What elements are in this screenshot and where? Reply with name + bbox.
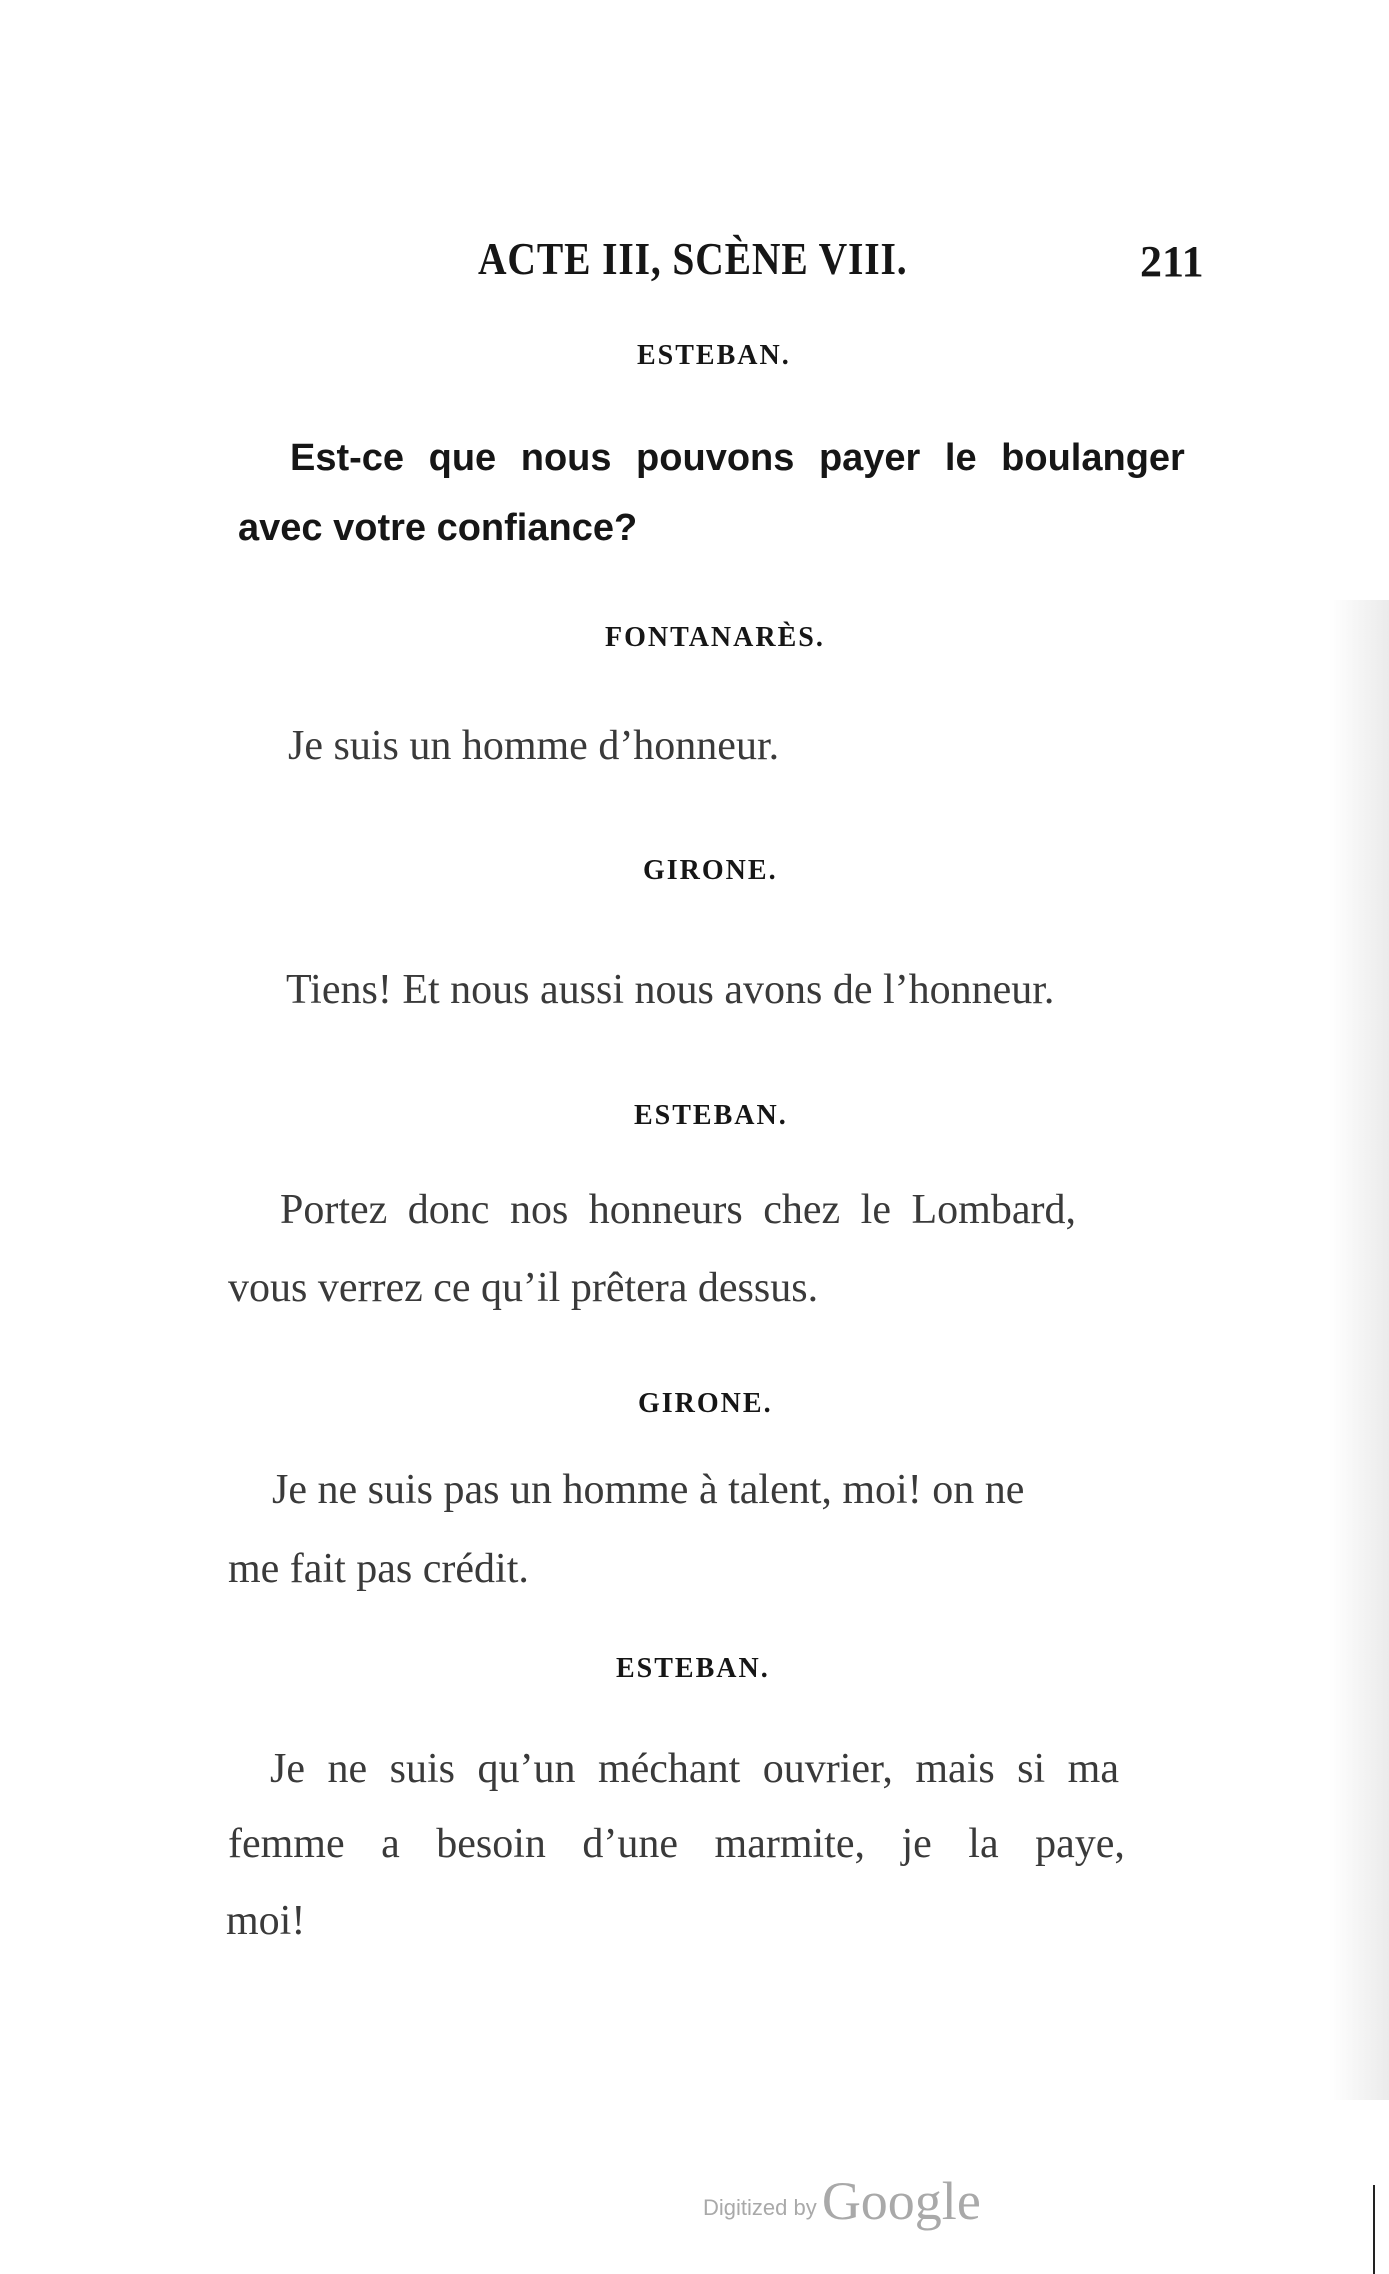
speech-line: moi! — [226, 1898, 306, 1944]
speech-line: Je ne suis qu’un méchant ouvrier, mais si ma — [270, 1746, 1119, 1792]
speaker-name: ESTEBAN. — [634, 1100, 788, 1131]
google-logo: Google — [821, 2171, 981, 2231]
speech-line: me fait pas crédit. — [228, 1546, 529, 1592]
speech-line: Portez donc nos honneurs chez le Lombard, — [280, 1187, 1076, 1233]
speech-line: Je ne suis pas un homme à talent, moi! on ne — [272, 1467, 1025, 1513]
speech-line: avec votre confiance? — [238, 507, 638, 549]
speaker-name: ESTEBAN. — [616, 1653, 770, 1684]
speaker-name: GIRONE. — [638, 1388, 773, 1419]
speech-line: Je suis un homme d’honneur. — [288, 723, 780, 769]
speaker-name: FONTANARÈS. — [605, 622, 825, 653]
speaker-name: GIRONE. — [643, 855, 778, 886]
watermark-prefix: Digitized by — [703, 2195, 817, 2220]
speaker-name: ESTEBAN. — [637, 340, 791, 371]
digitized-by-google-watermark — [703, 2170, 981, 2232]
speech-line: vous verrez ce qu’il prêtera dessus. — [228, 1265, 819, 1311]
speech-line: Tiens! Et nous aussi nous avons de l’honneur. — [286, 967, 1055, 1013]
page-number: 211 — [1140, 237, 1204, 286]
page-edge-shadow — [1329, 600, 1389, 2100]
page-edge-line — [1373, 2185, 1375, 2274]
speech-line: femme a besoin d’une marmite, je la paye, — [228, 1821, 1125, 1867]
running-head: ACTE III, SCÈNE VIII. — [478, 233, 908, 284]
speech-line: Est-ce que nous pouvons payer le boulanger — [290, 437, 1185, 479]
